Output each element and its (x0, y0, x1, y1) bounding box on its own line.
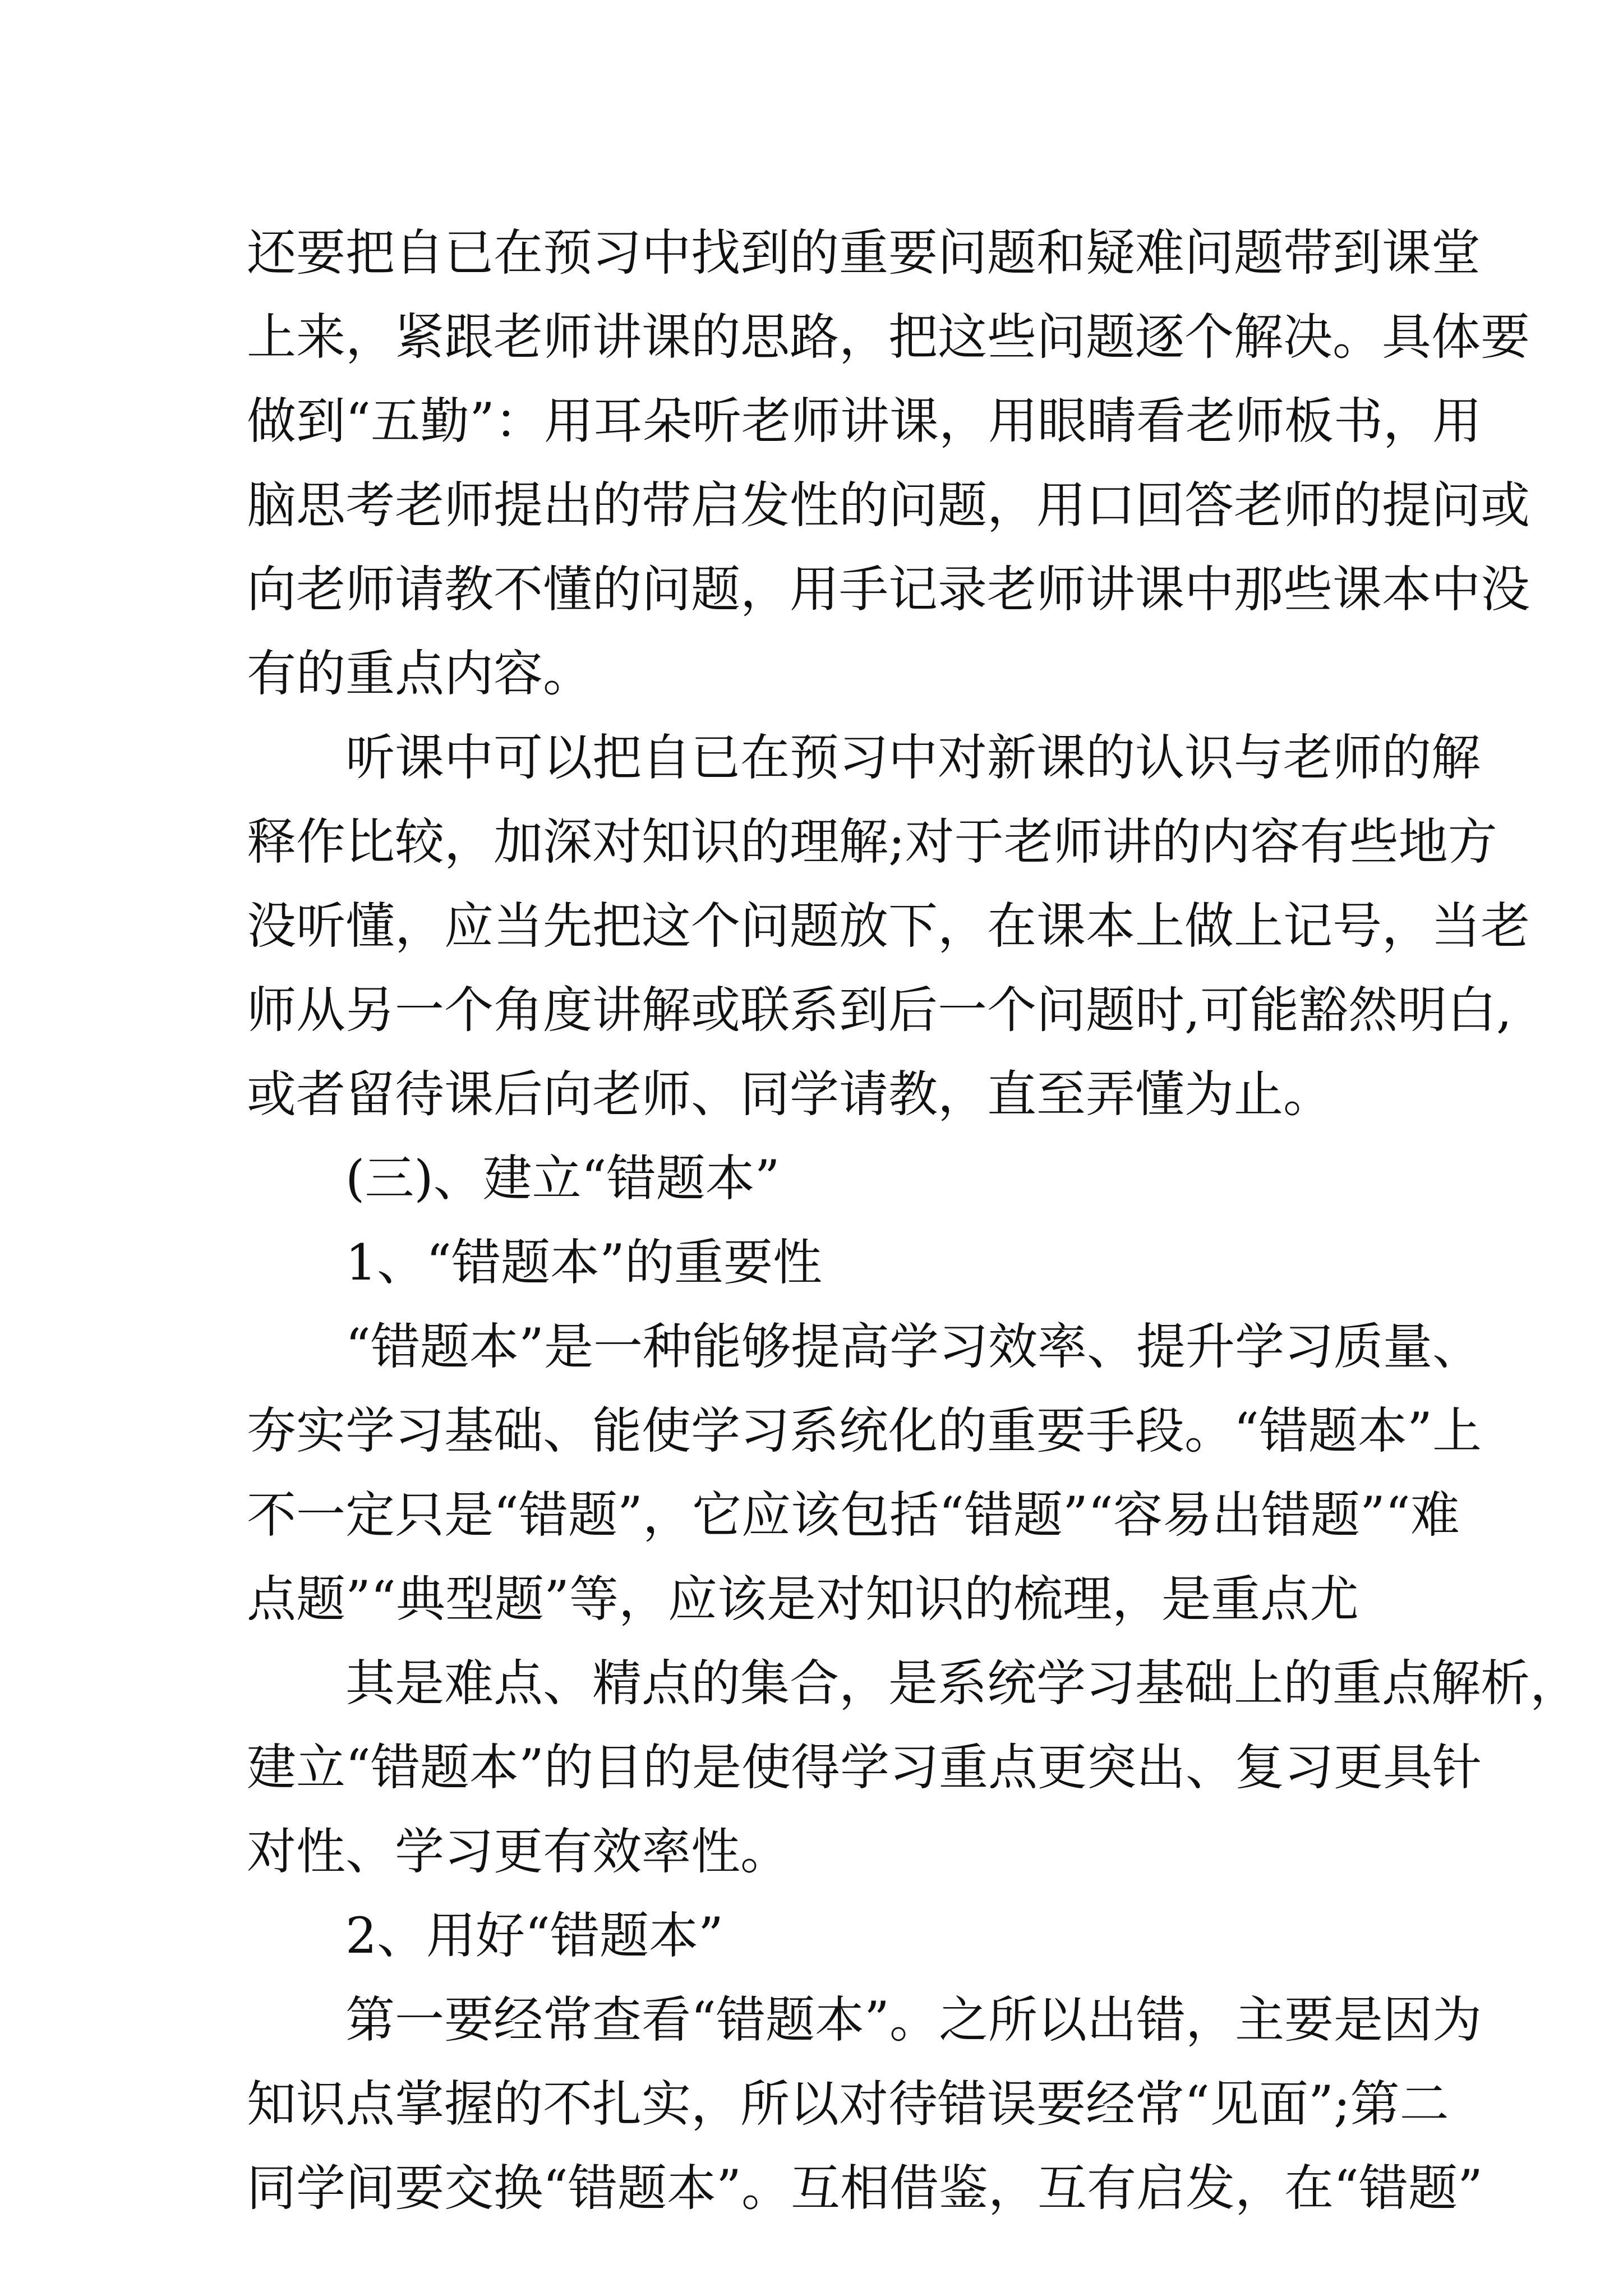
text-line: 还要把自已在预习中找到的重要问题和疑难问题带到课堂 (247, 224, 1481, 282)
text-line: (三)、建立“错题本” (345, 1149, 780, 1207)
text-line: 夯实学习基础、能使学习系统化的重要手段。“错题本”上 (247, 1402, 1482, 1460)
text-line: 听课中可以把自已在预习中对新课的认识与老师的解 (345, 729, 1481, 786)
text-line: 其是难点、精点的集合，是系统学习基础上的重点解析， (345, 1654, 1580, 1712)
text-line: 不一定只是“错题”，它应该包括“错题”“容易出错题”“难 (247, 1486, 1460, 1544)
text-line: 建立“错题本”的目的是使得学习重点更突出、复习更具针 (247, 1738, 1482, 1796)
text-line: 第一要经常查看“错题本”。之所以出错，主要是因为 (345, 1991, 1482, 2049)
text-line: 向老师请教不懂的问题，用手记录老师讲课中那些课本中没 (247, 560, 1530, 618)
text-line: 或者留待课后向老师、同学请教，直至弄懂为止。 (247, 1065, 1333, 1123)
text-line: 2、用好“错题本” (345, 1907, 723, 1964)
text-line: 有的重点内容。 (247, 645, 593, 702)
text-line: 对性、学习更有效率性。 (247, 1823, 790, 1880)
text-line: 1、“错题本”的重要性 (345, 1234, 822, 1291)
text-line: 做到“五勤”：用耳朵听老师讲课，用眼睛看老师板书，用 (247, 392, 1482, 450)
text-line: “错题本”是一种能够提高学习效率、提升学习质量、 (345, 1318, 1482, 1375)
text-line: 点题”“典型题”等，应该是对知识的梳理，是重点尤 (247, 1570, 1359, 1628)
text-line: 释作比较，加深对知识的理解;对于老师讲的内容有些地方 (247, 813, 1497, 871)
text-line: 脑思考老师提出的带启发性的问题，用口回答老师的提问或 (247, 476, 1530, 534)
text-line: 知识点掌握的不扎实，所以对待错误要经常“见面”;第二 (247, 2075, 1449, 2133)
text-line: 师从另一个角度讲解或联系到后一个问题时,可能豁然明白, (247, 981, 1512, 1039)
text-line: 上来，紧跟老师讲课的思路，把这些问题逐个解决。具体要 (247, 308, 1530, 366)
text-line: 同学间要交换“错题本”。互相借鉴，互有启发，在“错题” (247, 2159, 1483, 2217)
body-text (247, 211, 1580, 2230)
text-line: 没听懂，应当先把这个问题放下，在课本上做上记号，当老 (247, 897, 1530, 955)
